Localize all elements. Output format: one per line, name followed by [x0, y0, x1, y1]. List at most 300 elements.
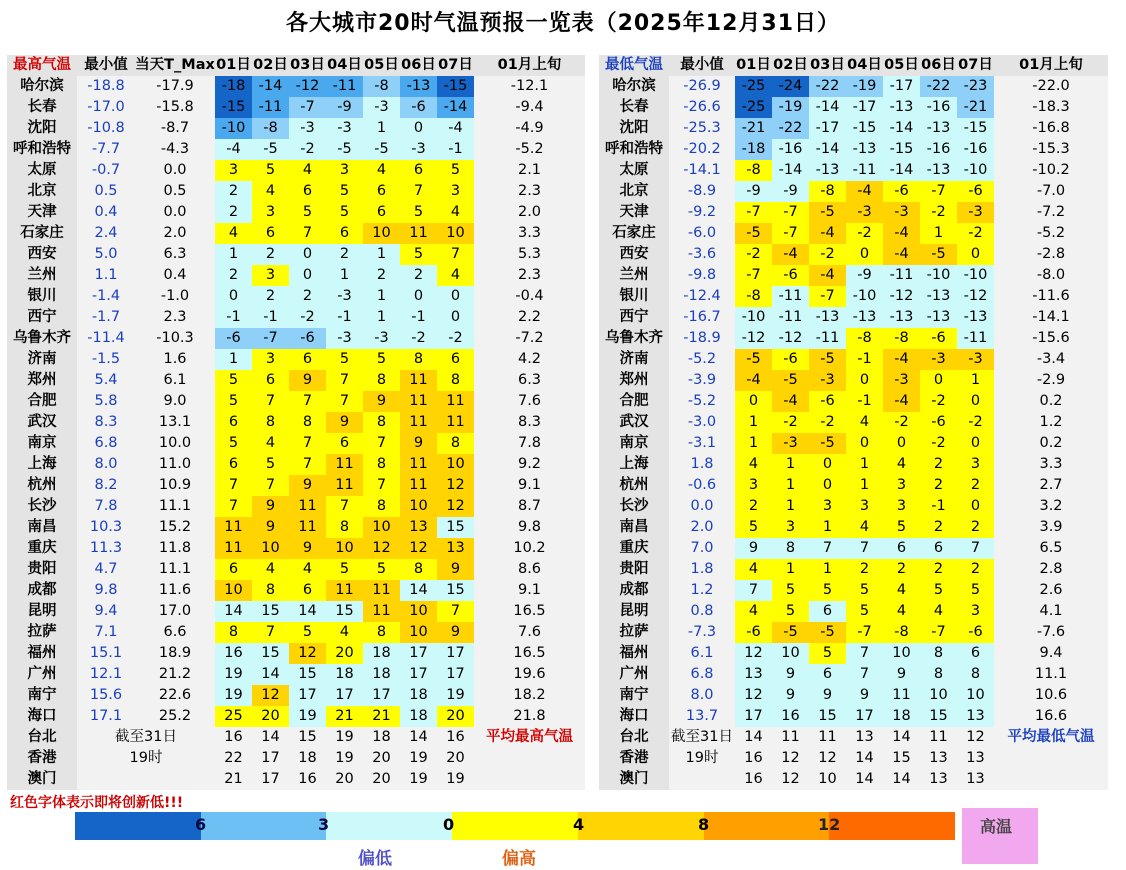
- forecast-cell: -6: [772, 265, 809, 286]
- city-name: 石家庄: [599, 223, 669, 244]
- forecast-cell: 3: [846, 496, 883, 517]
- forecast-cell: 2: [920, 454, 957, 475]
- monthly-average: -7.2: [994, 202, 1108, 223]
- min-value: -9.2: [669, 202, 735, 223]
- forecast-cell: -14: [809, 97, 846, 118]
- forecast-cell: 11: [400, 412, 437, 433]
- min-value: 9.8: [77, 580, 135, 601]
- city-row: [7, 706, 585, 727]
- forecast-cell: 7: [957, 538, 994, 559]
- city-row: [599, 76, 1108, 97]
- column-header: 02日: [772, 55, 809, 76]
- today-tmax: 1.6: [135, 349, 215, 370]
- forecast-cell: -4: [437, 118, 474, 139]
- average-label: [474, 769, 585, 790]
- forecast-cell: 5: [326, 559, 363, 580]
- city-name: 杭州: [599, 475, 669, 496]
- min-value: 5.4: [77, 370, 135, 391]
- city-name: 重庆: [7, 538, 77, 559]
- forecast-cell: 11: [400, 370, 437, 391]
- forecast-cell: -8: [252, 118, 289, 139]
- forecast-cell: 19: [437, 685, 474, 706]
- forecast-cell: 18: [883, 706, 920, 727]
- city-row: [599, 223, 1108, 244]
- city-row: [599, 538, 1108, 559]
- forecast-cell: 3: [252, 202, 289, 223]
- today-tmax: -1.0: [135, 286, 215, 307]
- forecast-cell: -11: [326, 76, 363, 97]
- forecast-cell: 3: [252, 349, 289, 370]
- monthly-average: 3.3: [474, 223, 585, 244]
- forecast-cell: -16: [772, 139, 809, 160]
- forecast-cell: 7: [437, 601, 474, 622]
- forecast-cell: -5: [363, 139, 400, 160]
- forecast-cell: 5: [809, 643, 846, 664]
- forecast-cell: 0: [957, 496, 994, 517]
- forecast-cell: 3: [957, 454, 994, 475]
- min-value: 8.0: [77, 454, 135, 475]
- city-row: [7, 160, 585, 181]
- cutoff-note: 19时: [77, 748, 215, 769]
- monthly-average: -2.8: [994, 244, 1108, 265]
- forecast-cell: -14: [437, 97, 474, 118]
- forecast-cell: 12: [289, 643, 326, 664]
- city-row: [7, 412, 585, 433]
- forecast-cell: 4: [252, 559, 289, 580]
- city-row: [7, 454, 585, 475]
- legend-tick: 3: [318, 815, 330, 834]
- forecast-cell: -8: [735, 160, 772, 181]
- min-value: -16.7: [669, 307, 735, 328]
- forecast-cell: 21: [326, 706, 363, 727]
- forecast-cell: 8: [215, 622, 252, 643]
- header-row: [7, 55, 585, 76]
- forecast-cell: 5: [735, 517, 772, 538]
- forecast-cell: 7: [437, 244, 474, 265]
- forecast-cell: 0: [846, 433, 883, 454]
- city-name: 拉萨: [599, 622, 669, 643]
- forecast-cell: 9: [289, 538, 326, 559]
- min-value: -10.8: [77, 118, 135, 139]
- min-value: -26.9: [669, 76, 735, 97]
- forecast-cell: 13: [735, 664, 772, 685]
- forecast-cell: -10: [215, 118, 252, 139]
- min-value: 1.8: [669, 559, 735, 580]
- forecast-cell: 9: [437, 559, 474, 580]
- forecast-cell: -2: [920, 202, 957, 223]
- city-name: 沈阳: [7, 118, 77, 139]
- city-row: [7, 286, 585, 307]
- forecast-cell: 18: [400, 706, 437, 727]
- min-value: 9.4: [77, 601, 135, 622]
- monthly-average: 10.6: [994, 685, 1108, 706]
- forecast-cell: 14: [846, 769, 883, 790]
- city-row: [7, 475, 585, 496]
- forecast-cell: 1: [809, 559, 846, 580]
- forecast-cell: 11: [437, 412, 474, 433]
- forecast-cell: -7: [809, 286, 846, 307]
- monthly-average: 8.6: [474, 559, 585, 580]
- forecast-cell: 1: [215, 244, 252, 265]
- min-value: 5.8: [77, 391, 135, 412]
- city-row: [599, 580, 1108, 601]
- forecast-cell: -3: [363, 328, 400, 349]
- forecast-cell: 2: [920, 475, 957, 496]
- forecast-cell: -13: [920, 160, 957, 181]
- forecast-cell: -4: [809, 223, 846, 244]
- forecast-cell: 4: [437, 202, 474, 223]
- forecast-cell: 2: [957, 559, 994, 580]
- city-name: 天津: [599, 202, 669, 223]
- forecast-cell: -7: [252, 328, 289, 349]
- column-header: 04日: [846, 55, 883, 76]
- min-value: -7.7: [77, 139, 135, 160]
- column-header: 02日: [252, 55, 289, 76]
- city-name: 银川: [7, 286, 77, 307]
- forecast-cell: 14: [883, 727, 920, 748]
- forecast-cell: -2: [809, 412, 846, 433]
- average-label: [474, 748, 585, 769]
- forecast-cell: 10: [400, 622, 437, 643]
- forecast-cell: 20: [363, 769, 400, 790]
- city-name: 济南: [599, 349, 669, 370]
- forecast-cell: 20: [326, 643, 363, 664]
- forecast-cell: 4: [883, 454, 920, 475]
- min-value: -3.1: [669, 433, 735, 454]
- city-name: 济南: [7, 349, 77, 370]
- forecast-cell: 14: [252, 664, 289, 685]
- forecast-cell: -3: [772, 433, 809, 454]
- forecast-cell: -7: [846, 622, 883, 643]
- forecast-cell: 6: [920, 538, 957, 559]
- forecast-cell: 2: [957, 517, 994, 538]
- forecast-cell: 12: [735, 643, 772, 664]
- forecast-cell: 5: [326, 202, 363, 223]
- monthly-average: 9.2: [474, 454, 585, 475]
- city-row: [7, 307, 585, 328]
- forecast-cell: 8: [437, 370, 474, 391]
- city-name: 沈阳: [599, 118, 669, 139]
- forecast-cell: 18: [363, 727, 400, 748]
- forecast-cell: 2: [735, 496, 772, 517]
- forecast-cell: 7: [846, 664, 883, 685]
- cutoff-note: 截至31日: [669, 727, 735, 748]
- city-name: 杭州: [7, 475, 77, 496]
- forecast-cell: -5: [920, 244, 957, 265]
- forecast-cell: 20: [437, 706, 474, 727]
- forecast-cell: 1: [809, 517, 846, 538]
- city-name: 南昌: [599, 517, 669, 538]
- forecast-cell: 5: [215, 391, 252, 412]
- forecast-cell: 8: [363, 496, 400, 517]
- city-row: [7, 328, 585, 349]
- city-row: [599, 475, 1108, 496]
- forecast-cell: 9: [846, 685, 883, 706]
- city-name: 海口: [7, 706, 77, 727]
- forecast-cell: 17: [735, 706, 772, 727]
- monthly-average: -8.0: [994, 265, 1108, 286]
- forecast-cell: 14: [215, 601, 252, 622]
- forecast-cell: 7: [809, 538, 846, 559]
- city-row: [599, 391, 1108, 412]
- forecast-cell: 13: [920, 769, 957, 790]
- forecast-cell: -3: [846, 202, 883, 223]
- today-tmax: 0.5: [135, 181, 215, 202]
- forecast-cell: -13: [920, 307, 957, 328]
- forecast-cell: 4: [883, 580, 920, 601]
- forecast-cell: 6: [289, 580, 326, 601]
- forecast-cell: 4: [735, 454, 772, 475]
- page-title: 各大城市20时气温预报一览表（2025年12月31日）: [285, 11, 841, 36]
- forecast-cell: 9: [252, 496, 289, 517]
- min-value: -8.9: [669, 181, 735, 202]
- forecast-cell: 5: [215, 370, 252, 391]
- forecast-cell: 11: [289, 496, 326, 517]
- forecast-cell: 4: [846, 412, 883, 433]
- forecast-cell: -2: [957, 223, 994, 244]
- forecast-cell: -11: [883, 265, 920, 286]
- forecast-cell: -2: [883, 412, 920, 433]
- today-tmax: 22.6: [135, 685, 215, 706]
- city-row: [7, 664, 585, 685]
- forecast-cell: -22: [920, 76, 957, 97]
- today-tmax: 6.1: [135, 370, 215, 391]
- forecast-cell: 1: [772, 559, 809, 580]
- city-row: [599, 265, 1108, 286]
- forecast-cell: 0: [957, 433, 994, 454]
- forecast-cell: 10: [400, 601, 437, 622]
- monthly-average: -0.4: [474, 286, 585, 307]
- forecast-cell: 1: [215, 349, 252, 370]
- column-header: 01日: [215, 55, 252, 76]
- forecast-cell: -21: [957, 97, 994, 118]
- forecast-cell: 5: [252, 160, 289, 181]
- forecast-cell: -12: [883, 286, 920, 307]
- forecast-cell: 17: [326, 685, 363, 706]
- forecast-cell: 9: [735, 538, 772, 559]
- forecast-cell: 4: [920, 601, 957, 622]
- legend-seg-orange: [704, 812, 830, 840]
- forecast-cell: 12: [809, 748, 846, 769]
- forecast-cell: -5: [809, 622, 846, 643]
- forecast-cell: 10: [957, 685, 994, 706]
- forecast-cell: 19: [400, 769, 437, 790]
- forecast-cell: 1: [772, 475, 809, 496]
- forecast-cell: 11: [363, 601, 400, 622]
- forecast-cell: -5: [809, 433, 846, 454]
- min-value: 15.6: [77, 685, 135, 706]
- monthly-average: -3.4: [994, 349, 1108, 370]
- city-name: 重庆: [599, 538, 669, 559]
- forecast-cell: -9: [735, 181, 772, 202]
- forecast-cell: 4: [363, 160, 400, 181]
- forecast-cell: 6: [437, 349, 474, 370]
- forecast-cell: -11: [772, 286, 809, 307]
- monthly-average: 16.5: [474, 601, 585, 622]
- monthly-average: -4.9: [474, 118, 585, 139]
- legend-seg-red-orange: [829, 812, 955, 840]
- today-tmax: [135, 769, 215, 790]
- forecast-cell: 13: [920, 748, 957, 769]
- forecast-cell: 12: [957, 727, 994, 748]
- min-value: 7.0: [669, 538, 735, 559]
- forecast-cell: -10: [920, 265, 957, 286]
- forecast-cell: 2: [252, 244, 289, 265]
- monthly-average: 2.0: [474, 202, 585, 223]
- min-value: 6.8: [669, 664, 735, 685]
- min-value: 0.4: [77, 202, 135, 223]
- forecast-cell: -6: [772, 349, 809, 370]
- forecast-cell: 8: [400, 349, 437, 370]
- forecast-cell: 20: [326, 769, 363, 790]
- monthly-average: 9.4: [994, 643, 1108, 664]
- forecast-cell: -6: [957, 181, 994, 202]
- city-row: [599, 97, 1108, 118]
- forecast-cell: 8: [363, 454, 400, 475]
- forecast-cell: 13: [400, 517, 437, 538]
- today-tmax: 11.6: [135, 580, 215, 601]
- monthly-average: 9.1: [474, 475, 585, 496]
- forecast-cell: -16: [920, 139, 957, 160]
- forecast-cell: 2: [883, 559, 920, 580]
- forecast-cell: -2: [920, 391, 957, 412]
- forecast-cell: -5: [735, 349, 772, 370]
- forecast-cell: 17: [437, 664, 474, 685]
- monthly-average: 4.1: [994, 601, 1108, 622]
- city-row: [599, 517, 1108, 538]
- forecast-cell: 3: [252, 265, 289, 286]
- forecast-cell: -12: [735, 328, 772, 349]
- forecast-cell: 4: [289, 160, 326, 181]
- forecast-cell: 12: [772, 769, 809, 790]
- forecast-cell: 10: [920, 685, 957, 706]
- forecast-cell: 5: [772, 580, 809, 601]
- forecast-cell: 13: [957, 748, 994, 769]
- city-name: 呼和浩特: [7, 139, 77, 160]
- forecast-cell: -13: [920, 118, 957, 139]
- city-row: [599, 706, 1108, 727]
- forecast-cell: 10: [400, 496, 437, 517]
- forecast-cell: -3: [289, 118, 326, 139]
- forecast-cell: 10: [363, 517, 400, 538]
- forecast-cell: 0: [400, 286, 437, 307]
- forecast-cell: 0: [215, 286, 252, 307]
- forecast-cell: 9: [772, 685, 809, 706]
- city-name: 长沙: [7, 496, 77, 517]
- column-header: 最小值: [669, 55, 735, 76]
- forecast-cell: 1: [846, 454, 883, 475]
- city-name: 北京: [599, 181, 669, 202]
- city-name: 郑州: [599, 370, 669, 391]
- city-row: [7, 748, 585, 769]
- city-row: [599, 664, 1108, 685]
- forecast-cell: 5: [289, 202, 326, 223]
- monthly-average: 7.6: [474, 622, 585, 643]
- forecast-cell: 0: [289, 244, 326, 265]
- forecast-cell: 8: [289, 412, 326, 433]
- city-row: [599, 727, 1108, 748]
- today-tmax: 11.1: [135, 559, 215, 580]
- forecast-cell: -18: [215, 76, 252, 97]
- city-row: [7, 643, 585, 664]
- forecast-cell: 1: [772, 454, 809, 475]
- monthly-average: 2.3: [474, 181, 585, 202]
- column-header: 05日: [363, 55, 400, 76]
- forecast-cell: 6: [363, 202, 400, 223]
- monthly-average: 0.2: [994, 433, 1108, 454]
- forecast-cell: 9: [772, 664, 809, 685]
- city-name: 长春: [599, 97, 669, 118]
- forecast-cell: 1: [735, 412, 772, 433]
- forecast-cell: -10: [735, 307, 772, 328]
- min-value: -26.6: [669, 97, 735, 118]
- today-tmax: 25.2: [135, 706, 215, 727]
- city-row: [599, 454, 1108, 475]
- forecast-cell: 15: [809, 706, 846, 727]
- today-tmax: -15.8: [135, 97, 215, 118]
- forecast-cell: 2: [252, 286, 289, 307]
- forecast-cell: 7: [326, 391, 363, 412]
- forecast-cell: 20: [252, 706, 289, 727]
- forecast-cell: 3: [809, 496, 846, 517]
- forecast-cell: 7: [289, 223, 326, 244]
- city-row: [7, 538, 585, 559]
- monthly-average: 4.2: [474, 349, 585, 370]
- forecast-cell: 16: [772, 706, 809, 727]
- city-name: 福州: [599, 643, 669, 664]
- city-row: [7, 601, 585, 622]
- forecast-cell: -10: [846, 286, 883, 307]
- city-row: [7, 265, 585, 286]
- forecast-cell: 3: [957, 601, 994, 622]
- forecast-cell: -6: [289, 328, 326, 349]
- monthly-average: 8.3: [474, 412, 585, 433]
- min-value: 2.0: [669, 517, 735, 538]
- forecast-cell: 0: [846, 370, 883, 391]
- monthly-average: -2.9: [994, 370, 1108, 391]
- forecast-cell: 13: [957, 706, 994, 727]
- today-tmax: 6.6: [135, 622, 215, 643]
- forecast-cell: -14: [809, 139, 846, 160]
- forecast-cell: -12: [289, 76, 326, 97]
- city-row: [599, 160, 1108, 181]
- forecast-cell: 19: [437, 769, 474, 790]
- city-name: 兰州: [7, 265, 77, 286]
- forecast-cell: 0: [883, 433, 920, 454]
- forecast-cell: 4: [846, 517, 883, 538]
- forecast-cell: 18: [326, 664, 363, 685]
- forecast-cell: 12: [400, 538, 437, 559]
- legend-seg-yellow: [452, 812, 578, 840]
- city-name: 太原: [7, 160, 77, 181]
- forecast-cell: 1: [772, 496, 809, 517]
- city-row: [599, 349, 1108, 370]
- forecast-cell: 8: [252, 580, 289, 601]
- min-value: -5.2: [669, 349, 735, 370]
- monthly-average: 3.2: [994, 496, 1108, 517]
- forecast-cell: 17: [252, 748, 289, 769]
- forecast-cell: -22: [809, 76, 846, 97]
- forecast-cell: 10: [809, 769, 846, 790]
- monthly-average: -11.6: [994, 286, 1108, 307]
- forecast-cell: 10: [252, 538, 289, 559]
- forecast-cell: 20: [437, 748, 474, 769]
- monthly-average: 2.8: [994, 559, 1108, 580]
- forecast-cell: -6: [957, 622, 994, 643]
- forecast-cell: 11: [920, 727, 957, 748]
- city-name: 长沙: [599, 496, 669, 517]
- forecast-cell: 15: [289, 727, 326, 748]
